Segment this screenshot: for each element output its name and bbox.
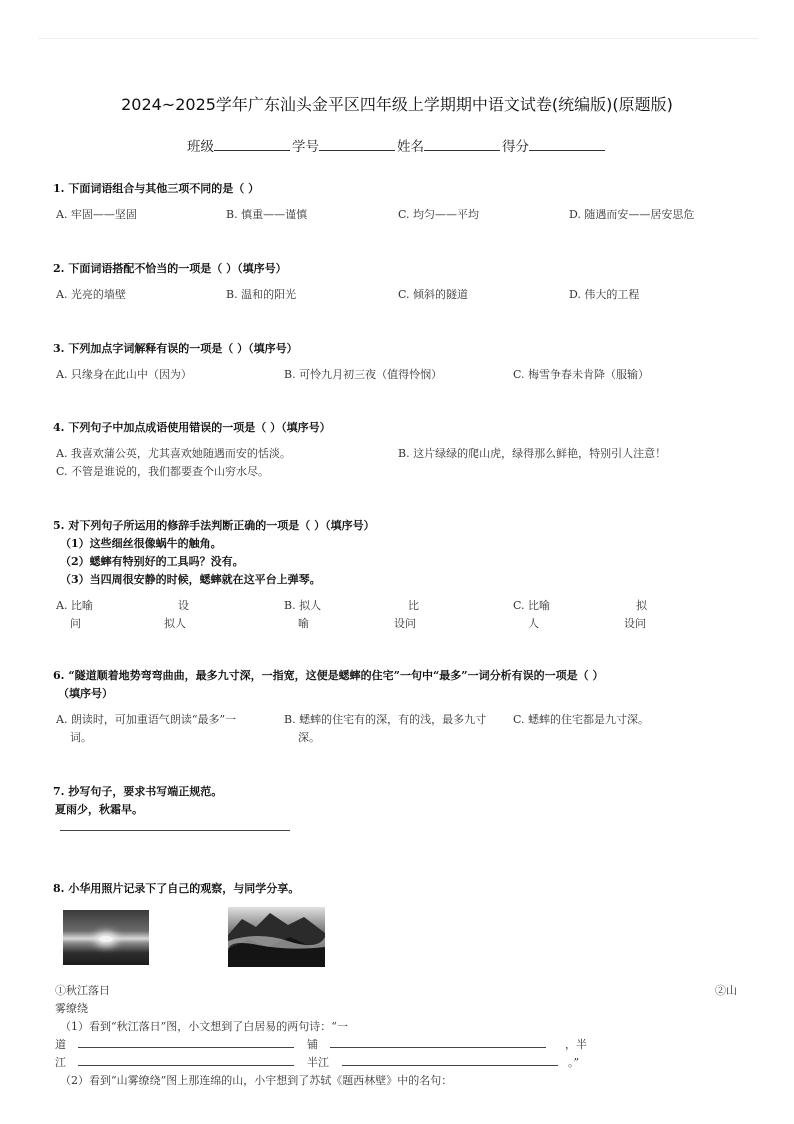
photo-2-caption: ②山 (715, 984, 737, 997)
q8-answer-line-3[interactable] (78, 1065, 294, 1066)
q3-option-c: C. 梅雪争春未肯降（服输） (513, 368, 650, 381)
q8-part1-label-1: 道 (55, 1038, 66, 1051)
q4-option-a: A. 我喜欢蒲公英，尤其喜欢她随遇而安的恬淡。 (56, 447, 291, 460)
q8-part1-label-2: 铺 (307, 1038, 318, 1051)
q6-option-a-cont: 词。 (70, 731, 92, 744)
q2-option-b: B. 温和的阳光 (226, 288, 297, 301)
q7-answer-line[interactable] (60, 830, 290, 831)
q6-option-c: C. 蟋蟀的住宅都是九寸深。 (513, 713, 650, 726)
q6-option-b: B. 蟋蟀的住宅有的深，有的浅，最多九寸 (284, 713, 487, 726)
q5-option-b-part3: 喻 (298, 617, 309, 630)
q8-part1-label-4: 江 (55, 1056, 66, 1069)
q5-option-c-part1: C. 比喻 (513, 599, 551, 612)
class-field[interactable] (214, 136, 290, 151)
q5-option-b-part2: 比 (408, 599, 419, 612)
q7-sentence: 夏雨少，秋霜早。 (55, 803, 143, 816)
question-3-stem: 3. 下列加点字词解释有误的一项是（ ）（填序号） (53, 342, 298, 355)
q8-part1-prompt: （1）看到“秋江落日”图，小文想到了白居易的两句诗：“一 (60, 1020, 348, 1033)
student-info (0, 135, 794, 155)
class-label: 班级 (187, 139, 214, 155)
question-2-stem: 2. 下面词语搭配不恰当的一项是（ ）（填序号） (53, 262, 287, 275)
q8-part1-label-6: 。” (568, 1056, 580, 1069)
top-rule (38, 38, 758, 39)
question-7-stem: 7. 抄写句子，要求书写端正规范。 (53, 785, 223, 798)
question-8-stem: 8. 小华用照片记录下了自己的观察，与同学分享。 (53, 882, 300, 895)
q3-option-b: B. 可怜九月初三夜（值得怜悯） (284, 368, 443, 381)
q5-option-c-part3: 人 (528, 617, 539, 630)
q5-option-a-part2: 设 (178, 599, 189, 612)
q5-sentence-3: （3）当四周很安静的时候，蟋蟀就在这平台上弹琴。 (60, 573, 321, 586)
score-label: 得分 (502, 139, 529, 155)
question-1-stem: 1. 下面词语组合与其他三项不同的是（ ） (53, 182, 260, 195)
number-label: 学号 (292, 139, 319, 155)
q5-option-b-part4: 设问 (394, 617, 416, 630)
q5-sentence-1: （1）这些细丝很像蜗牛的触角。 (60, 537, 222, 550)
misty-mountains-photo (228, 907, 325, 967)
page-title: 2024~2025学年广东汕头金平区四年级上学期期中语文试卷(统编版)(原题版) (121, 95, 673, 114)
q5-option-c-part4: 设问 (624, 617, 646, 630)
q5-option-a-part1: A. 比喻 (56, 599, 93, 612)
question-4-stem: 4. 下列句子中加点成语使用错误的一项是（ ）（填序号） (53, 421, 331, 434)
photo-1-caption: ①秋江落日 (55, 984, 110, 997)
q2-option-c: C. 倾斜的隧道 (398, 288, 469, 301)
q5-sentence-2: （2）蟋蟀有特别好的工具吗？没有。 (60, 555, 244, 568)
q4-option-c: C. 不管是谁说的，我们都要查个山穷水尽。 (56, 465, 270, 478)
question-5-stem: 5. 对下列句子所运用的修辞手法判断正确的一项是（ ）（填序号） (53, 519, 375, 532)
q1-option-d: D. 随遇而安——居安思危 (569, 208, 695, 221)
name-label: 姓名 (397, 139, 424, 155)
q8-answer-line-4[interactable] (342, 1065, 558, 1066)
photo-2-caption-cont: 雾缭绕 (55, 1002, 88, 1015)
q1-option-c: C. 均匀——平均 (398, 208, 480, 221)
q1-option-a: A. 牢固——坚固 (56, 208, 137, 221)
q4-option-b: B. 这片绿绿的爬山虎，绿得那么鲜艳，特别引人注意！ (398, 447, 667, 460)
q2-option-a: A. 光亮的墙壁 (56, 288, 126, 301)
q6-option-a: A. 朗读时，可加重语气朗读“最多”一 (56, 713, 237, 726)
q5-option-c-part2: 拟 (636, 599, 647, 612)
q3-option-a: A. 只缘身在此山中（因为） (56, 368, 192, 381)
q5-option-a-part4: 拟人 (164, 617, 186, 630)
q5-option-b-part1: B. 拟人 (284, 599, 322, 612)
number-field[interactable] (319, 136, 395, 151)
autumn-river-sunset-photo (63, 910, 149, 965)
q6-option-b-cont: 深。 (298, 731, 320, 744)
name-field[interactable] (424, 136, 500, 151)
q8-part1-label-5: 半江 (307, 1056, 329, 1069)
q8-answer-line-2[interactable] (330, 1047, 546, 1048)
q8-part2-prompt: （2）看到“山雾缭绕”图上那连绵的山，小宇想到了苏轼《题西林壁》中的名句： (60, 1074, 453, 1087)
question-6-stem: 6. “隧道顺着地势弯弯曲曲，最多九寸深，一指宽，这便是蟋蟀的住宅”一句中“最多”一词分析有误的一项是（ ） (53, 669, 604, 682)
score-field[interactable] (529, 136, 605, 151)
question-6-stem-cont: （填序号） (58, 687, 113, 700)
q2-option-d: D. 伟大的工程 (569, 288, 640, 301)
q5-option-a-part3: 问 (70, 617, 81, 630)
q8-part1-label-3: ，半 (565, 1038, 587, 1051)
q1-option-b: B. 慎重——谨慎 (226, 208, 308, 221)
q8-answer-line-1[interactable] (78, 1047, 294, 1048)
